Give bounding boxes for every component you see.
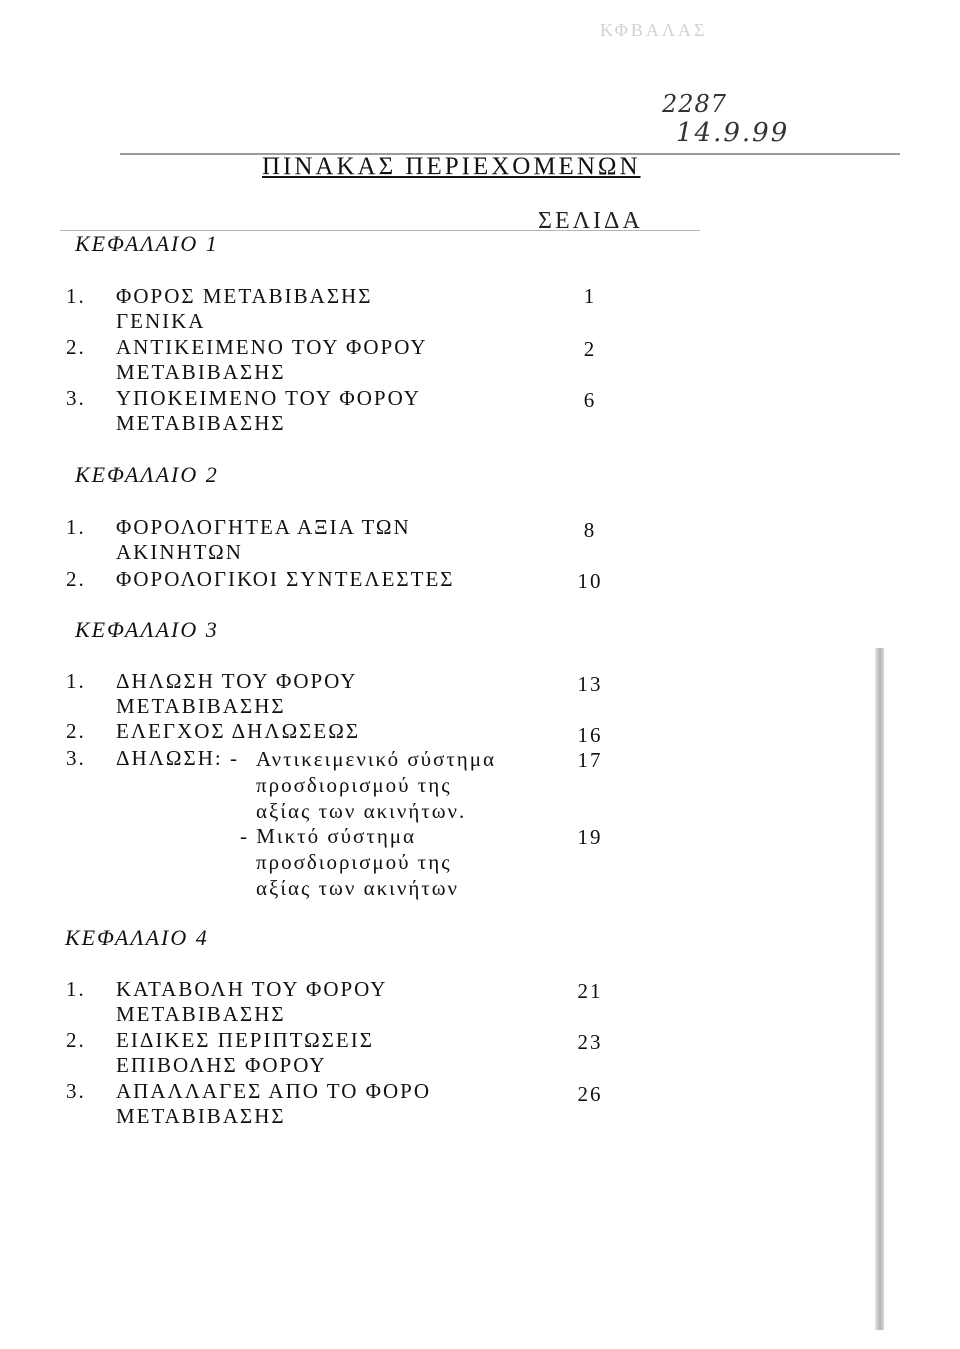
item-title: ΥΠΟΚΕΙΜΕΝΟ ΤΟΥ ΦΟΡΟΥ ΜΕΤΑΒΙΒΑΣΗΣ bbox=[116, 386, 421, 435]
item-title: ΦΟΡΟΛΟΓΙΚΟΙ ΣΥΝΤΕΛΕΣΤΕΣ bbox=[116, 567, 455, 591]
item-number: 1. bbox=[66, 284, 86, 308]
item-title: ΚΑΤΑΒΟΛΗ ΤΟΥ ΦΟΡΟΥ ΜΕΤΑΒΙΒΑΣΗΣ bbox=[116, 977, 388, 1026]
faded-stamp: ΚΦΒΑΛΑΣ bbox=[600, 20, 708, 40]
page-number: 21 bbox=[577, 979, 603, 1003]
chapter-heading: ΚΕΦΑΛΑΙΟ 4 bbox=[65, 925, 209, 950]
page-number: 2 bbox=[583, 337, 597, 361]
page-column-header: ΣΕΛΙΔΑ bbox=[538, 208, 643, 234]
item-lead: ΔΗΛΩΣΗ: - bbox=[116, 746, 239, 770]
item-title: ΔΗΛΩΣΗ ΤΟΥ ΦΟΡΟΥ ΜΕΤΑΒΙΒΑΣΗΣ bbox=[116, 669, 358, 718]
page-number: 26 bbox=[577, 1082, 603, 1106]
page-number: 6 bbox=[583, 388, 597, 412]
item-number: 3. bbox=[66, 386, 86, 410]
page-number: 1 bbox=[583, 284, 597, 308]
page-number: 13 bbox=[577, 672, 603, 696]
chapter-heading: ΚΕΦΑΛΑΙΟ 2 bbox=[75, 462, 219, 487]
page-title: ΠΙΝΑΚΑΣ ΠΕΡΙΕΧΟΜΕΝΩΝ bbox=[262, 153, 641, 180]
item-number: 2. bbox=[66, 567, 86, 591]
page-number: 23 bbox=[577, 1030, 603, 1054]
item-title: ΑΠΑΛΛΑΓΕΣ ΑΠΟ ΤΟ ΦΟΡΟ ΜΕΤΑΒΙΒΑΣΗΣ bbox=[116, 1079, 431, 1128]
handwritten-number: 2287 bbox=[662, 90, 728, 118]
sub-item-title: Αντικειμενικό σύστημα προσδιορισμού της αξίας των ακινήτων. bbox=[256, 747, 497, 823]
page-number: 19 bbox=[577, 825, 603, 849]
item-title: ΦΟΡΟΛΟΓΗΤΕΑ ΑΞΙΑ ΤΩΝ ΑΚΙΝΗΤΩΝ bbox=[116, 515, 411, 564]
item-title: ΑΝΤΙΚΕΙΜΕΝΟ ΤΟΥ ΦΟΡΟΥ ΜΕΤΑΒΙΒΑΣΗΣ bbox=[116, 335, 428, 384]
page-number: 16 bbox=[577, 723, 603, 747]
page-number: 17 bbox=[577, 748, 603, 772]
page-number: 10 bbox=[577, 569, 603, 593]
sub-item-title: - Μικτό σύστημα προσδιορισμού της αξίας των ακινήτων bbox=[240, 824, 460, 900]
item-number: 1. bbox=[66, 669, 86, 693]
page-edge-shadow bbox=[875, 648, 884, 1330]
item-title: ΕΙΔΙΚΕΣ ΠΕΡΙΠΤΩΣΕΙΣ ΕΠΙΒΟΛΗΣ ΦΟΡΟΥ bbox=[116, 1028, 374, 1077]
item-number: 2. bbox=[66, 719, 86, 743]
page-number: 8 bbox=[583, 518, 597, 542]
item-title: ΦΟΡΟΣ ΜΕΤΑΒΙΒΑΣΗΣ ΓΕΝΙΚΑ bbox=[116, 284, 373, 333]
item-number: 3. bbox=[66, 1079, 86, 1103]
item-number: 1. bbox=[66, 977, 86, 1001]
item-number: 2. bbox=[66, 1028, 86, 1052]
item-number: 1. bbox=[66, 515, 86, 539]
handwritten-date: 14.9.99 bbox=[676, 118, 790, 148]
item-title: ΕΛΕΓΧΟΣ ΔΗΛΩΣΕΩΣ bbox=[116, 719, 361, 743]
item-number: 2. bbox=[66, 335, 86, 359]
item-number: 3. bbox=[66, 746, 86, 770]
chapter-heading: ΚΕΦΑΛΑΙΟ 3 bbox=[75, 617, 219, 642]
chapter-heading: ΚΕΦΑΛΑΙΟ 1 bbox=[75, 231, 219, 256]
